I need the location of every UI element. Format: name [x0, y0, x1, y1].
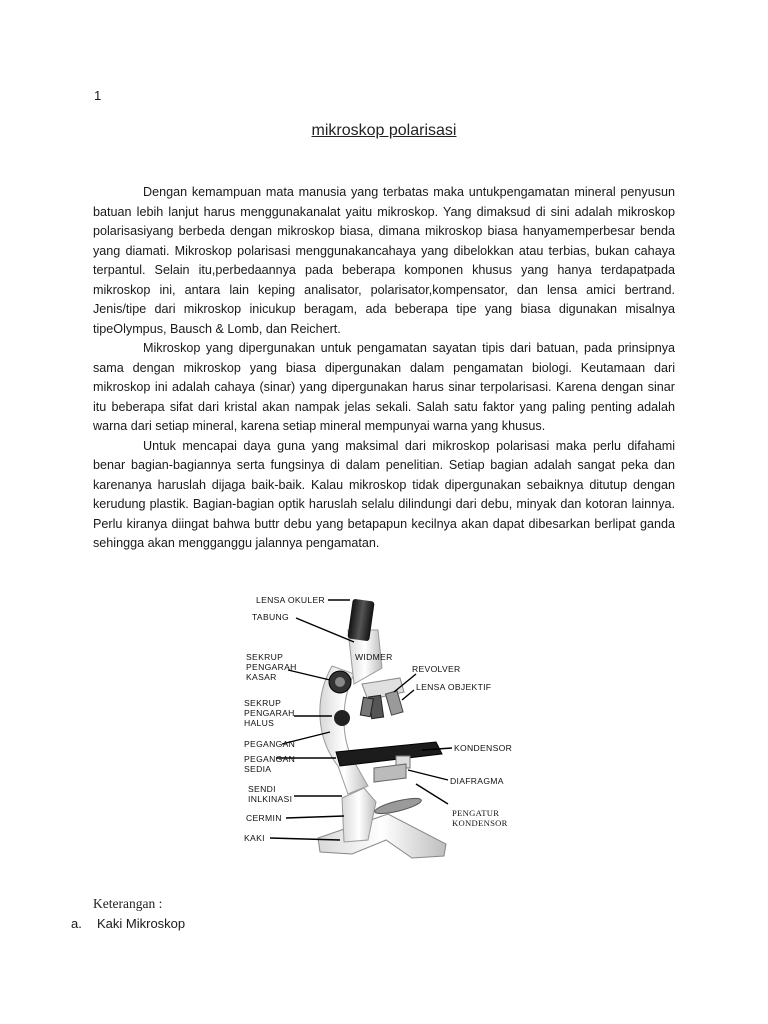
- label-sekrup-halus-1: SEKRUP: [244, 698, 282, 708]
- microscope-drawing: [318, 599, 446, 858]
- paragraph: Mikroskop yang dipergunakan untuk pengamatan sayatan tipis dari batuan, pada prinsipnya sama dengan mikroskop yang biasa dipergunakan dalam pengamatan biologi. Keutamaan dari mikroskop ini adalah cahaya (sinar) yang dipergunakan harus sinar terpolarisasi. Karena dengan sinar itu beberapa sifat dari kristal akan nampak jelas sekali. Salah satu faktor yang paling penting adalah warna dari setiap mineral, karena setiap mineral mempunyai warna yang khusus.: [93, 341, 675, 433]
- label-diafragma: DIAFRAGMA: [450, 776, 504, 786]
- list-marker: a.: [71, 916, 82, 931]
- label-sendi-2: INLKINASI: [248, 794, 293, 804]
- list-item: [71, 916, 185, 931]
- label-tabung: TABUNG: [252, 612, 289, 622]
- label-sekrup-kasar-1: SEKRUP: [246, 652, 284, 662]
- label-pegangan-sedia-2: SEDIA: [244, 764, 272, 774]
- label-cermin: CERMIN: [246, 813, 282, 823]
- keterangan-heading: Keterangan :: [93, 896, 163, 911]
- page-number: 1: [94, 88, 102, 103]
- paragraph: Dengan kemampuan mata manusia yang terbatas maka untukpengamatan mineral penyusun batuan lebih lanjut harus menggunakanalat yaitu mikroskop. Yang dimaksud di sini adalah mikroskop polarisasiyang berbeda dengan mikroskop biasa, dimana mikroskop biasa hanyamemperbesar benda yang diamati. Mikroskop polarisasi menggunakancahaya yang dibelokkan atau terbias, bukan cahaya terpantul. Selain itu,perbedaannya pada beberapa komponen khusus yang hanya terdapatpada mikroskop ini, antara lain keping analisator, polarisator,kompensator, dan lensa amici bertrand. Jenis/tipe dari mikroskop inicukup beragam, ada beberapa tipe yang biasa digunakan misalnya tipeOlympus, Bausch & Lomb, dan Reichert.: [93, 185, 675, 336]
- list-text: Kaki Mikroskop: [97, 916, 186, 931]
- label-pengatur-1: PENGATUR: [452, 808, 500, 818]
- label-revolver: REVOLVER: [412, 664, 461, 674]
- label-pengatur-2: KONDENSOR: [452, 818, 508, 828]
- label-sekrup-halus-2: PENGARAH: [244, 708, 295, 718]
- label-pegangan-sedia-1: PEGANGAN: [244, 754, 296, 764]
- labels-left: [244, 595, 325, 843]
- brand-label: WIDMER: [355, 652, 393, 662]
- label-kondensor: KONDENSOR: [454, 743, 513, 753]
- label-pegangan: PEGANGAN: [244, 739, 296, 749]
- label-sekrup-kasar-2: PENGARAH: [246, 662, 297, 672]
- page-title: mikroskop polarisasi: [311, 122, 457, 139]
- label-lensa-objektif: LENSA OBJEKTIF: [416, 682, 492, 692]
- label-kaki: KAKI: [244, 833, 265, 843]
- label-sekrup-halus-3: HALUS: [244, 718, 275, 728]
- microscope-figure: [236, 588, 536, 870]
- paragraph: Untuk mencapai daya guna yang maksimal dari mikroskop polarisasi maka perlu difahami benar bagian-bagiannya serta fungsinya di dalam penelitian. Setiap bagian adalah sangat peka dan karenanya haruslah dijaga baik-baik. Kalau mikroskop tidak dipergunakan sebaiknya ditutup dengan kerudung plastik. Bagian-bagian optik haruslah selalu dilindungi dari debu, minyak dan kotoran lainnya. Perlu kiranya diingat bahwa buttr debu yang betapapun kecilnya akan dapat dibesarkan berlipat ganda sehingga akan mengganggu jalannya pengamatan.: [93, 438, 675, 550]
- label-lensa-okuler: LENSA OKULER: [256, 595, 326, 605]
- body-text: [93, 183, 675, 554]
- label-sendi-1: SENDI: [248, 784, 276, 794]
- label-sekrup-kasar-3: KASAR: [246, 672, 277, 682]
